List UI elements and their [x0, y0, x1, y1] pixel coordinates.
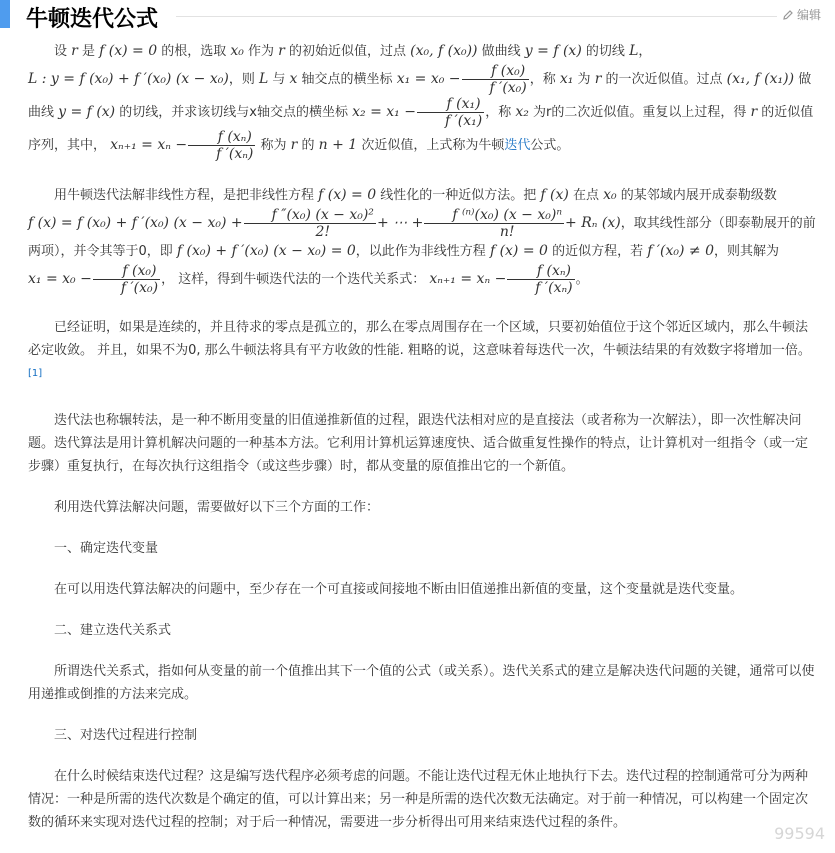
heading-control-process: 三、对迭代过程进行控制 [54, 728, 198, 744]
heading-build-relation: 二、建立迭代关系式 [54, 623, 172, 639]
text: ， [638, 44, 652, 59]
text: 作为 [243, 44, 279, 59]
text: 用牛顿迭代法解非线性方程，是把非线性方程 [54, 188, 319, 203]
fraction-numerator: f (xₙ) [507, 263, 574, 280]
math: x₁ = x₀ − [28, 271, 92, 287]
text: 的初始近似值，过点 [284, 44, 411, 59]
math: x₂ = x₁ − [352, 104, 416, 120]
text: 的近似方程，若 [547, 244, 648, 259]
math: r [278, 43, 285, 59]
math: f (x) [540, 187, 569, 203]
math: L [258, 71, 269, 87]
math: xₙ₊₁ = xₙ − [110, 137, 188, 153]
text: 的 [297, 138, 319, 153]
math: y = f (x) [524, 43, 582, 59]
fraction-denominator: 2! [315, 224, 331, 240]
math: f ′(x₀) ≠ 0 [647, 243, 714, 259]
fraction-denominator: f ′(xₙ) [216, 146, 254, 162]
text: 的近似值序列，其中， [28, 105, 814, 153]
text: 做曲线 [477, 44, 525, 59]
text: ，称 [529, 72, 560, 87]
text: 的一次近似值。过点 [601, 72, 727, 87]
text: 的某邻域内展开成泰勒级数 [616, 188, 777, 203]
text: ， 这样，得到牛顿迭代法的一个迭代关系式： [161, 272, 430, 287]
text: 轴交点的横坐标 [297, 72, 397, 87]
section-accent-bar [0, 0, 10, 28]
fraction [417, 96, 484, 129]
math: f (x) = 0 [489, 243, 548, 259]
paragraph-three-aspects: 利用迭代算法解决问题，需要做好以下三个方面的工作： [54, 500, 380, 516]
fraction [188, 129, 255, 162]
paragraph-iteration-relation: 所谓迭代关系式，指如何从变量的前一个值推出其下一个值的公式（或关系）。迭代关系式的建立是解决迭代问题的关键，通常可以使用递推或倒推的方法来完成。 [28, 664, 815, 703]
fraction-denominator: f ′(x₀) [489, 80, 527, 96]
reference-link[interactable]: [1] [28, 368, 43, 379]
math: L : y = f (x₀) + f ′(x₀) (x − x₀) [28, 71, 229, 87]
math: (x₁, f (x₁)) [726, 71, 795, 87]
text: ，以此作为非线性方程 [355, 244, 490, 259]
pencil-icon [782, 9, 794, 21]
fraction [424, 207, 564, 240]
math: f (x) = 0 [318, 187, 377, 203]
section-title: 牛顿迭代公式 [26, 7, 159, 32]
paragraph-iteration-method: 迭代法也称辗转法，是一种不断用变量的旧值递推新值的过程，跟迭代法相对应的是直接法（或者称为一次解法），即一次性解决问题。迭代算法是用计算机解决问题的一种基本方法。它利用计算机运算速度快、适合做重复性操作的特点，让计算机对一组指令（或一定步骤）重复执行，在每次执行这组指令（或这些步骤）时，都从变量的原值推出它的一个新值。 [28, 413, 809, 475]
math: x₁ [559, 71, 574, 87]
fraction-numerator: f (x₁) [417, 96, 484, 113]
math: (x₀, f (x₀)) [410, 43, 478, 59]
math: x₂ [515, 104, 529, 120]
math: x₀ [230, 43, 244, 59]
fraction-denominator: f ′(x₁) [444, 113, 483, 129]
fraction-numerator: f (x₀) [93, 263, 160, 280]
text: 在点 [568, 188, 604, 203]
text: 为 [573, 72, 595, 87]
text: 与 [268, 72, 290, 87]
math: r [290, 137, 298, 153]
fraction-numerator: f (x₀) [462, 63, 529, 80]
text: 是 [77, 44, 100, 59]
math: xₙ₊₁ = xₙ − [429, 271, 507, 287]
text: ，称 [485, 105, 516, 120]
text: 称为 [256, 138, 291, 153]
text: ，则其解为 [713, 244, 779, 259]
text: 设 [54, 44, 72, 59]
math: r [594, 71, 602, 87]
math: r [71, 43, 78, 59]
article-content [28, 40, 818, 834]
math: x [289, 71, 298, 87]
math: r [750, 104, 758, 120]
fraction [244, 207, 376, 240]
math: + ⋯ + [376, 215, 424, 231]
edit-label: 编辑 [796, 8, 821, 22]
text: 公式。 [530, 138, 570, 153]
math: + Rₙ (x) [565, 215, 621, 231]
paragraph-convergence [28, 316, 818, 389]
link-iteration[interactable]: 迭代 [504, 138, 531, 153]
math: L [629, 43, 639, 59]
math: x₀ [603, 187, 617, 203]
fraction-denominator: f ′(x₀) [120, 280, 159, 296]
heading-determine-variable: 一、确定迭代变量 [54, 541, 159, 557]
header-divider [176, 16, 777, 17]
text: ，则 [228, 72, 259, 87]
math: f (x₀) + f ′(x₀) (x − x₀) = 0 [176, 243, 356, 259]
math: y = f (x) [58, 104, 116, 120]
text: 。 [575, 272, 589, 287]
text: 做曲线 [28, 72, 812, 120]
text: 线性化的一种近似方法。把 [376, 188, 541, 203]
text: 的切线 [581, 44, 630, 59]
text: 已经证明，如果是连续的，并且待求的零点是孤立的，那么在零点周围存在一个区域，只要初始值位于这个邻近区域内，那么牛顿法必定收敛。 并且，如果不为0, 那么牛顿法将具有平方收敛的性能. 粗略的说，这意味着每迭代一次，牛顿法结果的有效数字将增加一倍。 [28, 320, 811, 358]
text: 为r的二次近似值。重复以上过程，得 [528, 105, 751, 120]
fraction-numerator: f (xₙ) [188, 129, 255, 146]
edit-button[interactable] [782, 6, 821, 23]
fraction [507, 263, 574, 296]
paragraph-iteration-variable: 在可以用迭代算法解决的问题中，至少存在一个可直接或间接地不断由旧值递推出新值的变量，这个变量就是迭代变量。 [54, 582, 744, 598]
fraction-denominator: n! [499, 224, 515, 240]
math: f (x) = 0 [99, 43, 158, 59]
fraction [93, 263, 160, 296]
math: n + 1 [318, 137, 358, 153]
watermark: 99594 [774, 824, 825, 843]
text: 的切线，并求该切线与x轴交点的横坐标 [115, 105, 353, 120]
text: ，取其线性部分（即泰勒展开的前两项），并令其等于0，即 [28, 216, 816, 259]
paragraph-control-process: 在什么时候结束迭代过程？这是编写迭代程序必须考虑的问题。不能让迭代过程无休止地执行下去。迭代过程的控制通常可分为两种情况：一种是所需的迭代次数是个确定的值，可以计算出来；另一种是所需的迭代次数无法确定。对于前一种情况，可以构建一个固定次数的循环来实现对迭代过程的控制；对于后一种情况，需要进一步分析得出可用来结束迭代过程的条件。 [28, 769, 809, 831]
paragraph-newton-definition [28, 40, 818, 162]
fraction-numerator: f ⁽ⁿ⁾(x₀) (x − x₀)ⁿ [424, 207, 564, 224]
fraction-denominator: f ′(xₙ) [535, 280, 573, 296]
text: 次近似值，上式称为牛顿 [357, 138, 505, 153]
math: f (x) = f (x₀) + f ′(x₀) (x − x₀) + [28, 215, 243, 231]
text: 的根，选取 [157, 44, 231, 59]
paragraph-taylor-linearization [28, 184, 818, 296]
fraction [462, 63, 529, 96]
section-header [0, 0, 835, 34]
math: x₁ = x₀ − [396, 71, 461, 87]
fraction-numerator: f ″(x₀) (x − x₀)² [244, 207, 376, 224]
